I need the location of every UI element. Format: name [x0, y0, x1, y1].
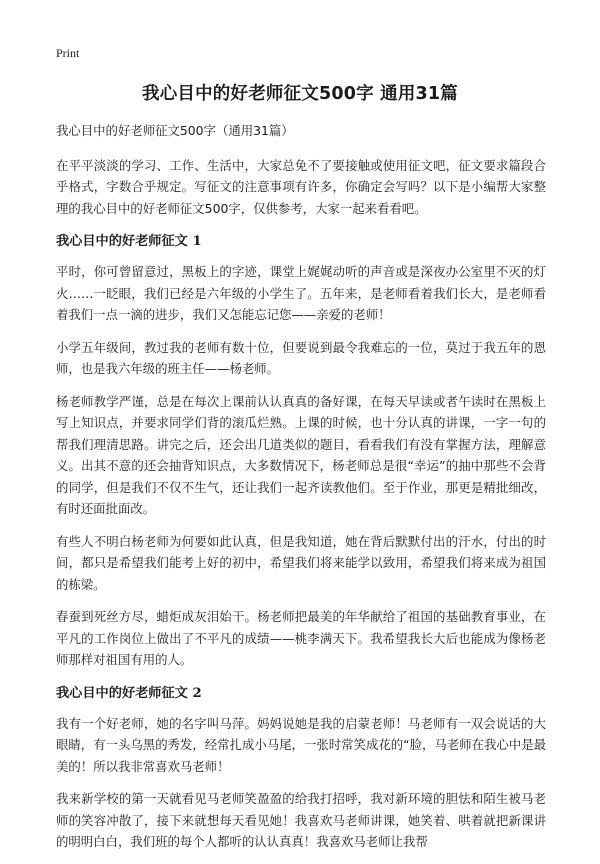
section-heading-1: 我心目中的好老师征文 1 [56, 234, 202, 249]
section1-paragraph-5: 春蚕到死丝方尽，蜡炬成灰泪始干。杨老师把最美的年华献给了祖国的基础教育事业，在平凡的工作岗位上做出了不平凡的成绩——桃李满天下。我希望我长大后也能成为像杨老师那样对祖国有用的人。 [56, 609, 546, 667]
section-heading-2: 我心目中的好老师征文 2 [56, 685, 202, 701]
section1-paragraph-4: 有些人不明白杨老师为何要如此认真，但是我知道，她在背后默默付出的汗水，付出的时间，都只是希望我们能考上好的初中，希望我们将来能学以致用，希望我们将来成为祖国的栋梁。 [56, 533, 546, 592]
article-body [56, 120, 546, 864]
print-link[interactable]: Print [56, 46, 80, 60]
article-subtitle: 我心目中的好老师征文500字（通用31篇） [56, 123, 294, 138]
intro-paragraph: 在平平淡淡的学习、工作、生活中，大家总免不了要接触或使用征文吧，征文要求篇段合乎格式，字数合乎规定。写征文的注意事项有许多，你确定会写吗？以下是小编帮大家整理的我心目中的好老师征文500字，仅供参考，大家一起来看看吧。 [56, 157, 546, 216]
section1-paragraph-3: 杨老师教学严谨，总是在每次上课前认认真真的备好课，在每天早读或者午读时在黑板上写上知识点，并要求同学们背的滚瓜烂熟。上课的时候，也十分认真的讲课，一字一句的 帮我们理清思路。讲完之后，还会出几道类似的题目，看看我们有没有掌握方法，理解意义。出其不意的还会抽背知识点，大多数情况下，杨老师总是很“幸运”的抽中那些不会背的同学，但是我们不仅不生气，还让我们一起齐读教他们。至于作业，那更是精批细改，有时还面批面改。 [56, 393, 546, 516]
section1-paragraph-2: 小学五年级间，教过我的老师有数十位，但要说到最令我难忘的一位，莫过于我五年的恩师，也是我六年级的班主任——杨老师。 [56, 339, 546, 376]
section2-paragraph-2: 我来新学校的第一天就看见马老师笑盈盈的给我打招呼，我对新环境的胆怯和陌生被马老师的笑容冲散了，接下来就想每天看见她！我喜欢马老师讲课，她笑着、哄着就把新课讲的明明白白，我们班的每个人都听的认认真真！我喜欢马老师让我帮 [56, 791, 546, 849]
section2-paragraph-1: 我有一个好老师，她的名字叫马萍。妈妈说她是我的启蒙老师！马老师有一双会说话的大眼睛，有一头乌黑的秀发，经常扎成小马尾，一张时常笑成花的“脸，马老师在我心中是最美的！所以我非常喜欢马老师！ [56, 715, 546, 774]
page-title: 我心目中的好老师征文500字 通用31篇 [142, 84, 458, 104]
section1-paragraph-1: 平时，你可曾留意过，黑板上的字迹，课堂上娓娓动听的声音或是深夜办公室里不灭的灯火……一眨眼，我们已经是六年级的小学生了。五年来，是老师看着我们长大，是老师看着我们一点一滴的进步，我们又怎能忘记您——亲爱的老师！ [56, 264, 546, 322]
